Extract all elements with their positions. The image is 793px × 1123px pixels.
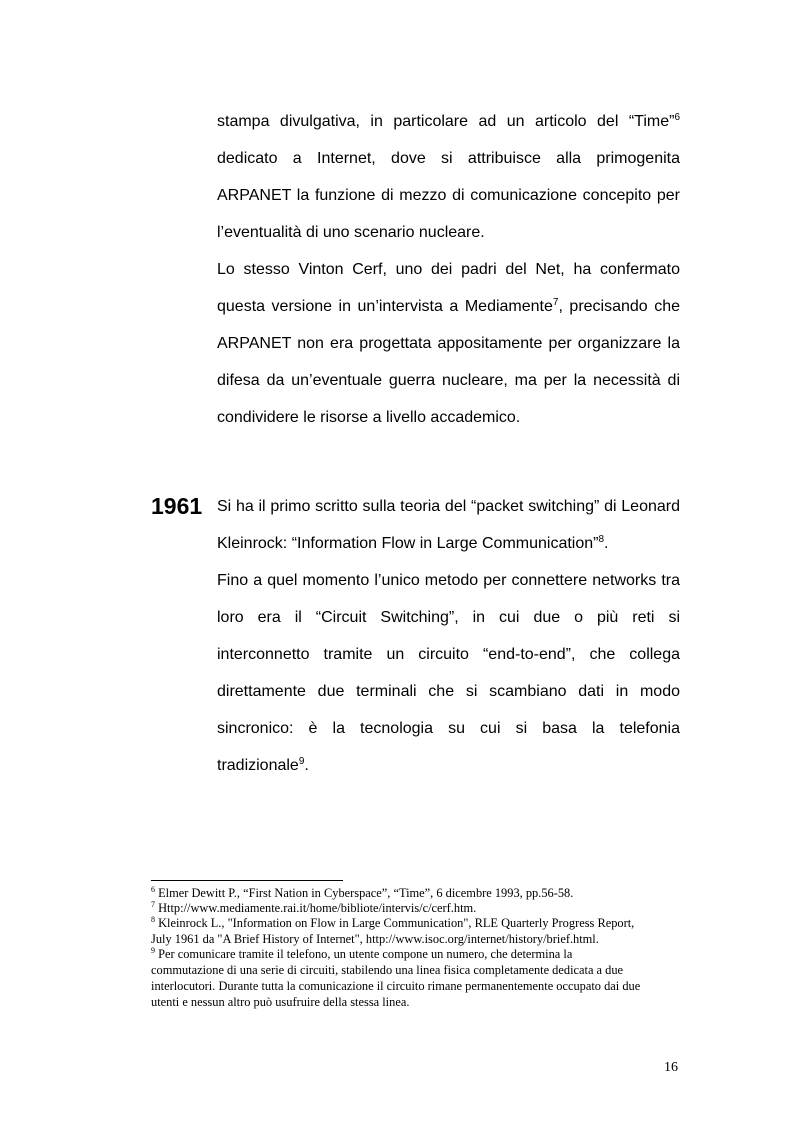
body-text: stampa divulgativa, in particolare ad un articolo del “Time” <box>217 113 675 130</box>
footnote-separator <box>151 880 343 881</box>
body-text: . <box>604 535 609 552</box>
body-text: Kleinrock: “Information Flow in Large Communication” <box>217 535 599 552</box>
footnote-ref: 9 <box>298 756 305 767</box>
footnote-ref: 6 <box>674 112 680 123</box>
body-text: , precisando che <box>558 298 681 315</box>
footnote-9-cont: interlocutori. Durante tutta la comunicazione il circuito rimane permanentemente occupato dai due <box>151 979 641 993</box>
body-line: loro era il “Circuit Switching”, in cui due o più reti si <box>217 609 680 626</box>
body-line: l’eventualità di uno scenario nucleare. <box>217 224 485 241</box>
footnote-6 <box>151 886 573 901</box>
footnote-7 <box>151 901 476 916</box>
body-line: Si ha il primo scritto sulla teoria del “packet switching” di Leonard <box>217 498 680 515</box>
footnote-text: Elmer Dewitt P., “First Nation in Cyberspace”, “Time”, 6 dicembre 1993, pp.56-58. <box>155 886 574 900</box>
body-line <box>217 533 680 555</box>
footnote-number: 8 <box>151 915 155 924</box>
footnote-text: Http://www.mediamente.rai.it/home/bibliote/intervis/c/cerf.htm. <box>155 901 477 915</box>
body-line: direttamente due terminali che si scambiano dati in modo <box>217 683 680 700</box>
body-line <box>217 111 680 133</box>
footnote-9-cont: utenti e nessun altro può usufruire della stessa linea. <box>151 995 410 1009</box>
year-heading: 1961 <box>151 493 203 519</box>
body-line <box>217 755 680 777</box>
footnote-ref: 8 <box>598 534 605 545</box>
body-line: condividere le risorse a livello accademico. <box>217 409 521 426</box>
footnote-9 <box>151 947 572 962</box>
page-number: 16 <box>664 1060 678 1075</box>
footnote-9-cont: commutazione di una serie di circuiti, stabilendo una linea fisica completamente dedicata a due <box>151 963 624 977</box>
body-line: interconnetto tramite un circuito “end-to-end”, che collega <box>217 646 680 663</box>
body-line: ARPANET non era progettata appositamente per organizzare la <box>217 335 680 352</box>
body-text: tradizionale <box>217 757 299 774</box>
footnote-ref: 7 <box>552 297 559 308</box>
footnote-8 <box>151 916 634 931</box>
body-line: difesa da un’eventuale guerra nucleare, ma per la necessità di <box>217 372 680 389</box>
body-line: sincronico: è la tecnologia su cui si basa la telefonia <box>217 720 680 737</box>
body-line <box>217 296 680 318</box>
body-line: Fino a quel momento l’unico metodo per connettere networks tra <box>217 572 680 589</box>
body-line: ARPANET la funzione di mezzo di comunicazione concepito per <box>217 187 680 204</box>
footnote-text: Per comunicare tramite il telefono, un utente compone un numero, che determina la <box>155 947 573 961</box>
footnote-number: 6 <box>151 885 155 894</box>
body-line: Lo stesso Vinton Cerf, uno dei padri del Net, ha confermato <box>217 261 680 278</box>
body-text: questa versione in un’intervista a Mediamente <box>217 298 553 315</box>
footnote-number: 9 <box>151 946 155 955</box>
body-text: . <box>304 757 309 774</box>
footnote-text: Kleinrock L., "Information on Flow in Large Communication", RLE Quarterly Progress Report, <box>155 916 635 930</box>
footnote-8-cont: July 1961 da "A Brief History of Internet", http://www.isoc.org/internet/history/brief.html. <box>151 932 599 946</box>
footnote-number: 7 <box>151 900 155 909</box>
body-line: dedicato a Internet, dove si attribuisce alla primogenita <box>217 150 680 167</box>
